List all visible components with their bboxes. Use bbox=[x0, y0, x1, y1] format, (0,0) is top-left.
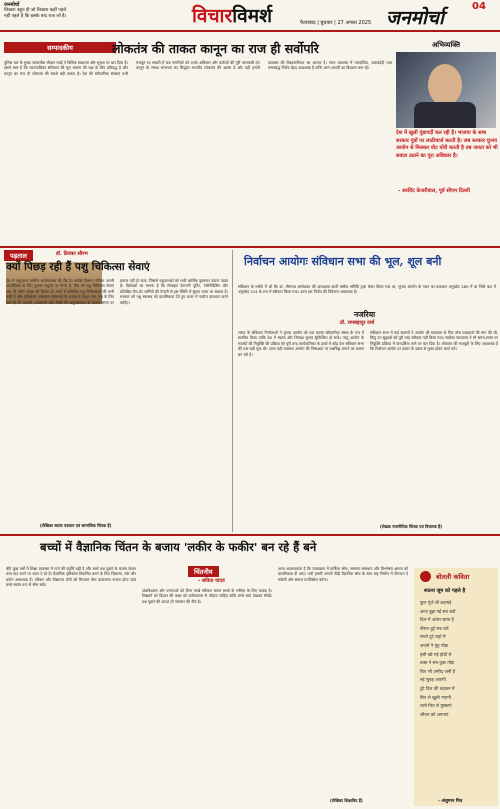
nirvachan-author: डॉ. रामबहादुर वर्मा bbox=[340, 320, 375, 326]
quote-author: - अरविंद केजरीवाल, पूर्व सीएम दिल्ली bbox=[398, 188, 470, 194]
poem-line: दिल में अंधेरा छाया है bbox=[420, 618, 454, 624]
nirvachan-footer: (लेखक राजनीतिक चिंतक एवं विचारक हैं) bbox=[380, 524, 442, 529]
poem-line: टूटे दिल की धड़कन में bbox=[420, 686, 455, 692]
column-divider bbox=[232, 250, 233, 532]
bachche-body-right: आज आवश्यकता है कि पाठ्यक्रम में तार्किक सोच, समस्या समाधान और विश्लेषण क्षमता को प्राथमिकता दी जाए। तभी हमारी अगली पीढ़ी वैज्ञानिक सोच के साथ राष्ट्र निर्माण में योगदान दे सकेगी और समाज प्रगतिशील बनेगा। bbox=[278, 566, 408, 582]
poem-line: नई सुबह आएगी bbox=[420, 678, 446, 684]
poem-line: फ़ूल गूंजें थी शहनाई bbox=[420, 601, 452, 606]
poem-title: रूठना जूम को पहले है bbox=[424, 588, 466, 594]
pashu-body: देश में पशुपालन ग्रामीण अर्थव्यवस्था की रीढ़ है। करोड़ों किसान परिवार अपनी आजीविका के लिए दुधारू पशुओं पर निर्भर हैं, फिर भी पशु चिकित्सा सेवाएं अब भी गंभीर उपेक्षा की शिकार हैं। गांवों में प्रशिक्षित पशु चिकित्सकों की भारी कमी है और अधिकतर अस्पताल संसाधनों के अभाव में केवल नाम मात्र के लिए चल रहे हैं। दवाओं, उपकरणों और टीकों की अनुपलब्धता के कारण समय पर इलाज नहीं हो पाता, जिससे पशुपालकों को भारी आर्थिक नुकसान उठाना पड़ता है। विशेषज्ञों का मानना है कि मोबाइल वेटरनरी यूनिट, टेलीमेडिसिन और प्रशिक्षित पैरा-वेट कर्मियों की तैनाती से इस स्थिति में सुधार लाया जा सकता है। सरकार को पशु स्वास्थ्य को प्राथमिकता देते हुए बजट में पर्याप्त प्रावधान करने चाहिए। bbox=[6, 278, 228, 305]
poem-line: चलो फिर से मुस्काएं bbox=[420, 704, 452, 710]
chintaniya-tag: चिंतनीय bbox=[188, 566, 219, 577]
opinion-quote: देश में खुली गुंडागर्दी चल रही है। भाजपा के साथ सरकार गुंडों पर लाठीचार्ज करती है। जब सरकार चुनाव आयोग से मिलकर वोट चोरी करती है तब जनता को भी सवाल उठाने का पूरा अधिकार है। bbox=[396, 130, 498, 159]
nirvachan-body-left: भारत के संविधान निर्माताओं ने चुनाव आयोग को एक स्वतंत्र संवैधानिक संस्था के रूप में स्थापित किया ताकि देश में स्वतंत्र और निष्पक्ष चुनाव सुनिश्चित हो सकें। परंतु आयोग के सदस्यों की नियुक्ति की प्रक्रिया को पूरी तरह कार्यपालिका के हाथों में छोड़ देना संविधान सभा की एक बड़ी चूक थी। आज यही व्यवस्था आयोग की निष्पक्षता पर प्रश्नचिह्न लगाने का कारण बन रही है। bbox=[238, 330, 364, 357]
editorial-tag: सम्पादकीय bbox=[4, 42, 116, 53]
poem-line: फिर से खुशी गाएगी bbox=[420, 695, 451, 701]
poem-line: जीवन को अपनाएं bbox=[420, 712, 449, 718]
masthead-line: लिखना बहुत ही जो लिखना कहीं पहले bbox=[4, 8, 67, 13]
opinion-tag: अभिव्यक्ति bbox=[431, 40, 461, 49]
poem-author: - अंशुमान मित्र bbox=[438, 799, 463, 804]
politician-photo bbox=[396, 52, 496, 128]
poem-line: अपनों ने मुंह मोड़ा bbox=[420, 643, 449, 649]
poem-line: वक्त ने सब कुछ तोड़ा bbox=[420, 661, 455, 667]
poem-lines bbox=[420, 600, 496, 720]
pashu-headline: क्यों पिछड़ रही हैं पशु चिकित्सा सेवाएं bbox=[6, 261, 150, 273]
masthead-line: नहीं पहले है कि इसके बाद राज जो है। bbox=[4, 14, 67, 19]
poem-line: हंसी खो गई होंठों से bbox=[420, 652, 452, 658]
poem-line: आज बुझ गईं सब बातें bbox=[420, 609, 456, 615]
masthead-left bbox=[4, 2, 124, 20]
nirvachan-lede: संविधान के मसौदे में जो कि डॉ. भीमराव अम्बेडकर की अध्यक्षता वाली मसौदा समिति द्वारा तैयार किया गया था, चुनाव आयोग के गठन का प्रावधान अनुच्छेद 289 में था जिसे बाद में अनुच्छेद 324 के रूप में स्वीकार किया गया। आज इस निर्णय की विवेचना आवश्यक है। bbox=[238, 284, 496, 295]
nirvachan-headline: निर्वाचन आयोगः संविधान सभा की भूल, शूल बनी bbox=[244, 255, 442, 268]
pashu-footer: (लेखिका स्वतंत्र पत्रकार एवं सामाजिक चिंतक हैं) bbox=[40, 523, 112, 528]
nazariya-tag: नजरिया bbox=[354, 310, 376, 319]
bachche-footer: (लेखिका शिक्षाविद हैं) bbox=[330, 798, 363, 803]
bachche-author: - सविता यादव bbox=[198, 578, 225, 584]
pashu-author: डॉ. प्रियंका सौरभ bbox=[56, 251, 88, 257]
poem-tag: बोलती कविता bbox=[436, 573, 470, 581]
bachche-headline: बच्चों में वैज्ञानिक चिंतन के बजाय 'लकीर के फकीर' बन रहे हैं बने bbox=[40, 540, 317, 554]
bachche-body-left: बीते कुछ वर्षों में शिक्षा व्यवस्था में रटने की प्रवृत्ति बढ़ी है और बच्चे प्रश्न पूछने के बजाय केवल तथ्य याद करने पर ध्यान दे रहे हैं। वैज्ञानिक दृष्टिकोण विकसित करने के लिए जिज्ञासा, तर्क और प्रयोग आवश्यक हैं। परिवार और विद्यालय दोनों को मिलकर ऐसा वातावरण बनाना होगा जहां बच्चे स्वतंत्र रूप से सोच सकें। bbox=[6, 566, 136, 588]
poem-line: सपने टूटे राहों में bbox=[420, 635, 446, 641]
padtal-tag: पड़ताल bbox=[4, 250, 33, 261]
poem-icon bbox=[420, 571, 431, 582]
date-line: फैजाबाद | बुधवार | 27 अगस्त 2025 bbox=[300, 20, 372, 26]
poem-line: वीरान हुईं सब रातें bbox=[420, 626, 449, 632]
newspaper-title: जनमोर्चा bbox=[386, 7, 444, 29]
editorial-headline: लोकतंत्र की ताकत कानून का राज ही सर्वोपरि bbox=[112, 41, 319, 56]
section-divider bbox=[0, 246, 500, 248]
section-logo: विचारविमर्श bbox=[192, 5, 273, 27]
paper-name: जनमोर्चा bbox=[4, 2, 20, 8]
page-number: 04 bbox=[472, 1, 486, 12]
bachche-body-mid: अंधविश्वास और परंपराओं को बिना परखे स्वीकार करना बच्चों के भविष्य के लिए घातक है। शिक्षकों को विज्ञान की कक्षा को प्रयोगशाला से जोड़ना चाहिए ताकि बच्चे स्वयं देखकर सीखें। प्रश्न पूछने की आदत ही नवाचार की नींव है। bbox=[142, 588, 272, 604]
poem-line: फिर भी उम्मीद जगी है bbox=[420, 669, 456, 675]
editorial-body: पुलिस बल के मुख्य न्यायाधीश बीआर गवई ने विधिक साक्षरता और सुरक्षा पर बल दिया है। इससे स्पष्ट है कि न्यायपालिका संविधान की मूल भावना की रक्षा के लिए प्रतिबद्ध है और कानून का राज ही लोकतंत्र की सबसे बड़ी ताकत है। देश की संवैधानिक संस्थाएं तभी मजबूत रह सकती हैं जब नागरिकों को उनके अधिकार और कर्तव्यों की पूरी जानकारी हो। कानून के समक्ष समानता का सिद्धांत भारतीय लोकतंत्र की आत्मा है और यही हमारी व्यवस्था की विश्वसनीयता का आधार है। न्याय व्यवस्था में पारदर्शिता, जवाबदेही तथा समयबद्ध निर्णय बेहद आवश्यक हैं ताकि आम आदमी का विश्वास बना रहे। bbox=[4, 60, 392, 76]
section-divider-2 bbox=[0, 534, 500, 536]
nirvachan-body-right: संविधान सभा में कई सदस्यों ने आयोग की स्वतंत्रता के लिए ठोस प्रावधानों की मांग की थी, किंतु उन सुझावों को पूरी तरह स्वीकार नहीं किया गया। सर्वोच्च न्यायालय ने भी समय-समय पर नियुक्ति प्रक्रिया में पारदर्शिता लाने पर बल दिया है। लोकतंत्र की मजबूती के लिए आवश्यक है कि निर्वाचन आयोग हर प्रकार के दबाव से मुक्त होकर कार्य करे। bbox=[370, 330, 498, 352]
